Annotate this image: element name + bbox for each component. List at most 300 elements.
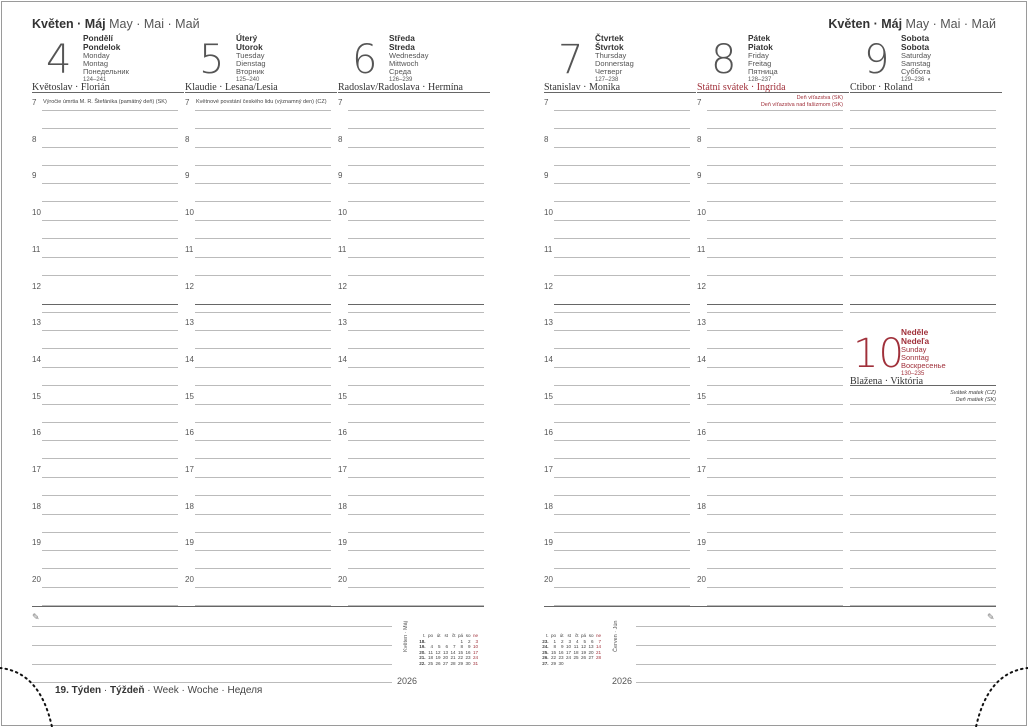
- hour-line: [348, 587, 484, 588]
- mini-cal-day: 30: [465, 660, 471, 666]
- hour-line: [554, 404, 690, 405]
- hour-line: [348, 183, 484, 184]
- half-hour-line: [707, 458, 843, 459]
- day-number-sunday: 10: [853, 331, 904, 377]
- month-cz: Květen: [32, 17, 74, 31]
- day-names-sunday: [901, 328, 946, 378]
- mini-cal-day: [595, 661, 603, 667]
- day-count: 126–239: [389, 77, 413, 83]
- mini-cal-header: čt: [575, 633, 579, 638]
- hour-line: [850, 404, 996, 405]
- mini-cal-day: 23: [558, 655, 564, 661]
- hour-label: 15: [185, 391, 194, 401]
- hour-label: 12: [697, 281, 706, 291]
- mini-cal-year: 2026: [612, 676, 633, 686]
- mini-cal-day: 5: [583, 638, 587, 644]
- hour-label: 9: [185, 171, 190, 181]
- half-hour-line: [195, 238, 331, 239]
- notes-line: [32, 664, 392, 665]
- event-country-tag: CZ: [986, 390, 995, 396]
- hour-line: [707, 367, 843, 368]
- day-name-ru: Понедельник: [83, 67, 129, 76]
- month-sk: Máj: [84, 17, 106, 31]
- day-name-sk: Sobota: [901, 42, 930, 52]
- month-header-right: Květen · Máj May · Mai · Май: [828, 17, 996, 31]
- month-other: May · Mai · Май: [109, 17, 200, 31]
- hour-label: 8: [32, 134, 37, 144]
- mini-cal-day: 24: [472, 655, 479, 661]
- half-hour-line: [195, 128, 331, 129]
- day-name-ru: Воскресенье: [901, 361, 946, 370]
- hour-line: [348, 367, 484, 368]
- event-text: Výročie úmrtia M. R. Štefánika (pamätný deň): [43, 99, 155, 105]
- half-hour-line: [850, 238, 996, 239]
- mini-cal-label-cz: Červen: [613, 634, 619, 652]
- hour-line: [850, 440, 996, 441]
- half-hour-line: [42, 385, 178, 386]
- hour-label: 15: [544, 391, 553, 401]
- half-hour-line: [707, 165, 843, 166]
- hour-label: 15: [697, 391, 706, 401]
- hour-label: 16: [697, 428, 706, 438]
- hour-label: 19: [338, 538, 347, 548]
- hour-label: 9: [32, 171, 37, 181]
- mini-cal-header: po: [550, 633, 557, 638]
- hour-label: 13: [544, 318, 553, 328]
- hour-label: 11: [185, 244, 194, 254]
- mini-cal-label-cz: Květen: [403, 634, 409, 652]
- hour-label: 13: [185, 318, 194, 328]
- mini-cal-day: 30: [558, 660, 564, 666]
- hour-line: [348, 304, 484, 305]
- half-hour-line: [850, 458, 996, 459]
- half-hour-line: [195, 348, 331, 349]
- hour-label: 11: [697, 244, 706, 254]
- hour-label: 20: [697, 575, 706, 585]
- day-header-rule: [697, 92, 849, 93]
- event-country-tag: SK: [833, 95, 842, 101]
- half-hour-line: [850, 275, 996, 276]
- hour-line: [348, 257, 484, 258]
- mini-cal-day: 7: [453, 644, 456, 650]
- hour-line: [850, 147, 996, 148]
- mini-cal-day: 3: [475, 638, 479, 644]
- mini-cal-week: 24.: [542, 644, 549, 650]
- hour-line: [42, 330, 178, 331]
- mini-cal-day: 23: [465, 655, 471, 661]
- hour-label: 10: [32, 208, 41, 218]
- hour-line: [850, 183, 996, 184]
- half-hour-line: [348, 201, 484, 202]
- hour-line: [42, 550, 178, 551]
- day-name-de: Freitag: [748, 59, 772, 68]
- half-hour-line: [195, 532, 331, 533]
- mini-cal-day: 10: [472, 644, 479, 650]
- day-name-ru: Вторник: [236, 67, 265, 76]
- notes-line: [32, 626, 392, 627]
- mini-cal-day: 21: [595, 649, 602, 655]
- hour-line: [707, 110, 843, 111]
- hour-label: 15: [32, 391, 41, 401]
- half-hour-line: [348, 238, 484, 239]
- hour-label: 9: [338, 171, 343, 181]
- half-hour-line: [554, 568, 690, 569]
- hour-line: [707, 514, 843, 515]
- nameday-monday: Květoslav · Florián: [32, 82, 110, 93]
- hour-label: 17: [32, 465, 41, 474]
- event-text: Deň víťazstva nad fašizmom: [760, 102, 831, 108]
- mini-cal-week: 23.: [542, 638, 549, 644]
- mini-cal-day: 9: [468, 644, 471, 650]
- day-name-de: Donnerstag: [595, 59, 634, 68]
- day-names-wednesday: [389, 34, 428, 84]
- half-hour-line: [554, 348, 690, 349]
- event-sunday-2: Deň matiek (SK): [955, 397, 996, 403]
- mini-cal-year: 2026: [397, 676, 418, 686]
- half-hour-line: [348, 532, 484, 533]
- hour-line: [707, 550, 843, 551]
- month-cz: Květen: [828, 17, 871, 31]
- half-hour-line: [850, 128, 996, 129]
- half-hour-line: [42, 495, 178, 496]
- hour-line: [348, 220, 484, 221]
- half-hour-line: [348, 128, 484, 129]
- hour-label: 16: [32, 428, 41, 438]
- mini-cal-week: 19.: [419, 644, 426, 650]
- day-name-ru: Суббота: [901, 67, 931, 76]
- hour-line: [707, 404, 843, 405]
- half-hour-line: [707, 422, 843, 423]
- half-hour-line: [195, 275, 331, 276]
- mini-cal-day: 8: [553, 644, 557, 650]
- day-name-ru: Пятница: [748, 67, 778, 76]
- mini-cal-day: [565, 661, 573, 667]
- hour-label: 19: [32, 538, 41, 548]
- event-text: Deň matiek: [955, 397, 984, 403]
- mini-cal-header: ne: [472, 633, 479, 638]
- day-number-friday: 8: [711, 37, 737, 83]
- day-names-tuesday: [236, 34, 266, 84]
- hour-label: 11: [338, 244, 347, 254]
- half-hour-line: [554, 165, 690, 166]
- hour-label: 8: [185, 134, 190, 144]
- half-hour-line: [42, 165, 178, 166]
- hour-label: 9: [544, 171, 549, 181]
- mini-cal-header: t.: [546, 633, 549, 638]
- half-hour-line: [554, 201, 690, 202]
- mini-cal-day: 12: [580, 644, 587, 650]
- day-name-cz: Úterý: [236, 33, 258, 43]
- mini-cal-day: 20: [442, 655, 449, 661]
- notes-line: [32, 682, 392, 683]
- half-hour-line: [554, 312, 690, 313]
- day-name-ru: Четверг: [595, 67, 623, 76]
- day-name-de: Dienstag: [236, 59, 266, 68]
- week-footer: 19. Týden · Týždeň · Week · Woche · Неделя: [55, 685, 263, 696]
- mini-calendar-june: [541, 633, 602, 667]
- hour-line: [42, 110, 178, 111]
- hour-line: [554, 147, 690, 148]
- day-names-thursday: [595, 34, 634, 84]
- hour-line: [42, 440, 178, 441]
- day-header-rule: [544, 92, 696, 93]
- hour-label: 14: [32, 354, 41, 364]
- day-name-cz: Středa: [389, 33, 415, 43]
- hour-label: 7: [185, 98, 190, 107]
- day-header-rule: [850, 385, 996, 386]
- day-names-monday: [83, 34, 129, 84]
- half-hour-line: [195, 458, 331, 459]
- day-names-saturday: [901, 34, 931, 84]
- hour-line: [195, 220, 331, 221]
- half-hour-line: [707, 128, 843, 129]
- half-hour-line: [42, 348, 178, 349]
- half-hour-line: [348, 495, 484, 496]
- day-name-ru: Среда: [389, 67, 412, 76]
- hour-line: [42, 257, 178, 258]
- hour-line: [554, 183, 690, 184]
- day-count: 127–238: [595, 77, 619, 83]
- event-country-tag: SK: [986, 397, 995, 403]
- half-hour-line: [554, 238, 690, 239]
- hour-line: [42, 304, 178, 305]
- mini-calendar-table: [541, 633, 602, 667]
- mini-cal-header: út: [436, 633, 441, 638]
- hour-label: 9: [697, 171, 702, 181]
- mini-cal-label-sk: Máj: [403, 621, 409, 630]
- mini-cal-day: 4: [430, 644, 434, 650]
- hour-line: [42, 587, 178, 588]
- hour-line: [42, 183, 178, 184]
- day-name-de: Sonntag: [901, 353, 929, 362]
- half-hour-line: [554, 128, 690, 129]
- mini-cal-day: 31: [472, 660, 479, 666]
- event-text: Květnové povstání českého lidu (významný den): [196, 99, 315, 105]
- day-header-rule: [185, 92, 337, 93]
- mini-cal-day: 19: [435, 655, 441, 661]
- day-number-tuesday: 5: [199, 37, 225, 83]
- mini-cal-day: 13: [442, 649, 449, 655]
- mini-cal-day: 14: [450, 649, 456, 655]
- half-hour-line: [707, 312, 843, 313]
- hour-label: 10: [338, 208, 347, 218]
- mini-cal-day: 29: [457, 660, 464, 666]
- hour-line: [850, 587, 996, 588]
- day-count-value: 129–236: [901, 77, 925, 83]
- hour-line: [850, 550, 996, 551]
- nameday-sunday: Blažena · Viktória: [850, 376, 924, 387]
- half-hour-line: [42, 458, 178, 459]
- half-hour-line: [348, 348, 484, 349]
- hour-label: 20: [338, 575, 347, 585]
- day-name-en: Monday: [83, 51, 110, 60]
- half-hour-line: [42, 312, 178, 313]
- event-sunday-1: Svátek matek (CZ): [950, 390, 996, 396]
- hour-label: 7: [544, 98, 549, 107]
- mini-cal-day: 1: [460, 638, 464, 644]
- mini-cal-day: 5: [438, 644, 441, 650]
- day-name-de: Montag: [83, 59, 109, 68]
- mini-cal-day: 26: [435, 660, 441, 666]
- mini-cal-day: 25: [573, 655, 579, 661]
- mini-cal-header: t.: [423, 633, 426, 638]
- hour-line: [348, 550, 484, 551]
- nameday-friday: Státní svátek · Ingrida: [697, 82, 786, 93]
- hour-line: [850, 477, 996, 478]
- hour-label: 17: [697, 465, 706, 474]
- hour-line: [554, 110, 690, 111]
- hour-label: 18: [338, 501, 347, 511]
- day-name-sk: Piatok: [748, 42, 773, 52]
- half-hour-line: [195, 312, 331, 313]
- mini-cal-day: 2: [561, 638, 564, 644]
- day-names-friday: [748, 34, 778, 84]
- hour-label: 10: [697, 208, 706, 218]
- mini-cal-day: 28: [450, 660, 456, 666]
- day-name-sk: Utorok: [236, 42, 263, 52]
- mini-cal-header: st: [444, 633, 449, 638]
- hour-label: 15: [338, 391, 347, 401]
- hour-line: [850, 220, 996, 221]
- hour-line: [850, 514, 996, 515]
- half-hour-line: [850, 165, 996, 166]
- day-name-sk: Štvrtok: [595, 42, 624, 52]
- mini-cal-day: 14: [595, 644, 602, 650]
- pencil-icon: ✎: [987, 612, 995, 622]
- hour-label: 18: [544, 501, 553, 511]
- mini-cal-day: 26: [580, 655, 587, 661]
- hour-label: 13: [338, 318, 347, 328]
- event-text: Deň víťazstva: [796, 95, 831, 101]
- hour-line: [42, 220, 178, 221]
- mini-cal-day: [580, 661, 588, 667]
- mini-cal-day: 19: [580, 649, 587, 655]
- mini-cal-day: 3: [568, 638, 572, 644]
- half-hour-line: [554, 275, 690, 276]
- mini-cal-day: 22: [550, 655, 557, 661]
- hour-line: [42, 404, 178, 405]
- dotted-arc-right: [968, 660, 1028, 727]
- hour-label: 20: [544, 575, 553, 585]
- hour-line: [554, 514, 690, 515]
- hour-line: [195, 257, 331, 258]
- day-header-rule: [338, 92, 490, 93]
- mini-cal-day: 10: [565, 644, 572, 650]
- hour-line: [554, 304, 690, 305]
- day-number-wednesday: 6: [352, 37, 378, 83]
- event-text: Svátek matek: [950, 390, 984, 396]
- hour-label: 17: [544, 465, 553, 474]
- mini-cal-day: [572, 661, 580, 667]
- hour-label: 7: [697, 98, 702, 107]
- mini-cal-header: so: [465, 633, 471, 638]
- mini-calendar-table: [418, 633, 479, 667]
- hour-line: [707, 330, 843, 331]
- day-name-en: Saturday: [901, 51, 932, 60]
- mini-cal-day: 20: [588, 649, 594, 655]
- half-hour-line: [195, 568, 331, 569]
- day-name-cz: Neděle: [901, 327, 929, 337]
- dotted-arc-left: [0, 660, 60, 727]
- mini-cal-week: 27.: [542, 660, 549, 666]
- mini-cal-week: 18.: [419, 638, 426, 644]
- mini-cal-day: 17: [472, 649, 479, 655]
- half-hour-line: [850, 532, 996, 533]
- half-hour-line: [554, 532, 690, 533]
- half-hour-line: [42, 201, 178, 202]
- mini-cal-day: 11: [428, 649, 434, 655]
- hour-label: 14: [697, 354, 706, 364]
- half-hour-line: [195, 165, 331, 166]
- hour-line: [195, 304, 331, 305]
- half-hour-line: [42, 532, 178, 533]
- hour-line: [554, 367, 690, 368]
- hour-label: 11: [544, 244, 553, 254]
- mini-cal-label-sk: Jún: [613, 620, 619, 630]
- notes-line: [636, 682, 996, 683]
- hour-label: 17: [338, 465, 347, 474]
- hour-line: [348, 514, 484, 515]
- day-name-en: Wednesday: [389, 51, 429, 60]
- hour-line: [554, 587, 690, 588]
- mini-cal-day: 22: [457, 655, 464, 661]
- day-name-de: Samstag: [901, 59, 931, 68]
- mini-cal-day: 13: [588, 644, 594, 650]
- nameday-saturday: Ctibor · Roland: [850, 82, 913, 93]
- mini-cal-header: út: [559, 633, 564, 638]
- hour-label: 8: [338, 134, 343, 144]
- day-name-cz: Pondělí: [83, 33, 113, 43]
- hour-label: 12: [185, 281, 194, 291]
- hour-line: [42, 477, 178, 478]
- event-country-tag: SK: [157, 99, 165, 105]
- half-hour-line: [42, 275, 178, 276]
- hour-line: [707, 440, 843, 441]
- nameday-tuesday: Klaudie · Lesana/Lesia: [185, 82, 278, 93]
- half-hour-line: [850, 201, 996, 202]
- hour-line: [195, 550, 331, 551]
- hour-label: 13: [697, 318, 706, 328]
- hour-line: [554, 257, 690, 258]
- day-name-sk: Nedeľa: [901, 336, 930, 346]
- half-hour-line: [348, 385, 484, 386]
- mini-cal-day: 15: [457, 649, 464, 655]
- mini-cal-day: 18: [427, 655, 434, 661]
- hour-line: [195, 587, 331, 588]
- mini-cal-day: 9: [561, 644, 564, 650]
- hour-label: 19: [544, 538, 553, 548]
- notes-rule: [544, 606, 996, 607]
- half-hour-line: [42, 128, 178, 129]
- mini-cal-week: 26.: [542, 655, 549, 661]
- mini-cal-june-label: Červen · Jún: [613, 620, 619, 652]
- hour-label: 18: [697, 501, 706, 511]
- event-friday-2: Deň víťazstva nad fašizmom (SK): [760, 102, 843, 108]
- mini-cal-header: so: [588, 633, 594, 638]
- mini-cal-header: pá: [457, 633, 464, 638]
- notes-line: [636, 664, 996, 665]
- mini-cal-header: čt: [452, 633, 456, 638]
- day-name-de: Mittwoch: [389, 59, 419, 68]
- hour-label: 19: [697, 538, 706, 548]
- half-hour-line: [42, 568, 178, 569]
- day-count: 125–240: [236, 77, 260, 83]
- hour-line: [195, 330, 331, 331]
- mini-cal-day: 25: [427, 660, 434, 666]
- mini-cal-day: 15: [550, 649, 557, 655]
- hour-label: 12: [338, 281, 347, 291]
- mini-cal-week: 25.: [542, 649, 549, 655]
